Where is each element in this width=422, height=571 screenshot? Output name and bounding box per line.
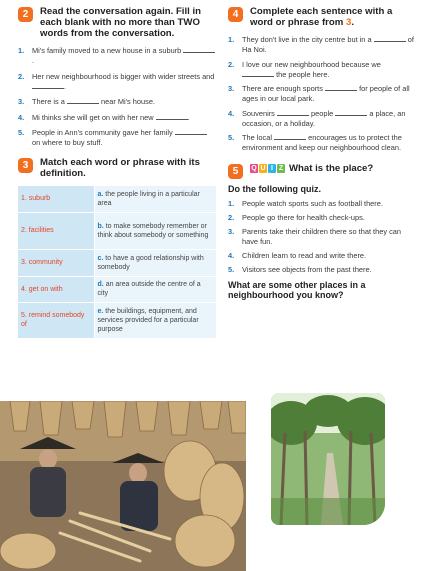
park-photo (271, 393, 385, 525)
answer-blank[interactable] (175, 128, 207, 135)
basket-village-illustration (0, 401, 246, 571)
answer-blank[interactable] (325, 84, 357, 91)
list-item: 3. There are enough sports for people of all ages in our local park. (228, 84, 410, 103)
section-5-badge: 5 (228, 164, 243, 179)
quiz-list (228, 199, 414, 275)
list-item: 5. Visitors see objects from the past there. (228, 265, 372, 274)
list-item: 5. The local encourages us to protect the environment and keep our neighbourhood clean. (228, 133, 402, 152)
answer-blank[interactable] (156, 113, 188, 120)
answer-blank[interactable] (67, 97, 99, 104)
answer-blank[interactable] (374, 35, 406, 42)
section-4-list (228, 35, 414, 153)
section-2-title: Read the conversation again. Fill in each blank with no more than TWO words from the conversation. (40, 6, 201, 39)
left-column (18, 6, 216, 339)
section-4-badge: 4 (228, 7, 243, 22)
answer-blank[interactable] (274, 133, 306, 140)
table-row: 4. get on with d. an area outside the centre of a city (18, 276, 216, 302)
section-5-title: Q U I Z What is the place? (251, 163, 374, 174)
answer-blank[interactable] (335, 109, 367, 116)
list-item: 4. Souvenirs people a place, an occasion, or a holiday. (228, 108, 406, 128)
section-2-badge: 2 (18, 7, 33, 22)
matching-table (18, 186, 216, 339)
list-item: 5. People in Ann's community gave her family on where to buy stuff. (18, 128, 216, 148)
section-5-header (228, 163, 414, 179)
list-item: 3. Parents take their children there so that they can have fun. (228, 227, 401, 246)
list-item: 2. Her new neighbourhood is bigger with wider streets and . (18, 71, 215, 91)
list-item: 2. People go there for health check-ups. (228, 213, 365, 222)
table-row: 1. suburb a. the people living in a particular area (18, 186, 216, 212)
section-4-title: Complete each sentence with a word or phrase from 3. (250, 6, 393, 28)
section-4-header (228, 6, 414, 28)
section-3-badge: 3 (18, 158, 33, 173)
table-row: 3. community c. to have a good relationship with somebody (18, 249, 216, 276)
list-item: 1. They don't live in the city centre but in a of Ha Noi. (228, 35, 414, 54)
section-2-list (18, 46, 216, 148)
basket-village-photo (0, 401, 246, 571)
table-row: 2. facilities b. to make somebody remember or think about somebody or something (18, 212, 216, 249)
quiz-subtitle: Do the following quiz. (228, 184, 321, 194)
section-2-header (18, 6, 216, 39)
section-3-title: Match each word or phrase with its definition. (40, 157, 200, 179)
list-item: 1. Mi's family moved to a new house in a suburb . (18, 46, 216, 66)
discussion-question: What are some other places in a neighbourhood you know? (228, 280, 366, 300)
list-item: 2. I love our new neighbourhood because we the people here. (228, 59, 381, 79)
list-item: 3. There is a near Mi's house. (18, 97, 155, 106)
quiz-logo: Q U I Z (251, 164, 284, 172)
park-illustration (271, 393, 385, 525)
list-item: 1. People watch sports such as football there. (228, 199, 383, 208)
right-column (228, 6, 414, 300)
answer-blank[interactable] (183, 46, 215, 53)
list-item: 4. Children learn to read and write there. (228, 251, 367, 260)
answer-blank[interactable] (32, 82, 64, 89)
answer-blank[interactable] (277, 109, 309, 116)
section-3-header (18, 157, 216, 179)
answer-blank[interactable] (242, 70, 274, 77)
list-item: 4. Mi thinks she will get on with her new . (18, 112, 190, 122)
table-row: 5. remind somebody of e. the buildings, equipment, and services provided for a particular purpose (18, 302, 216, 338)
